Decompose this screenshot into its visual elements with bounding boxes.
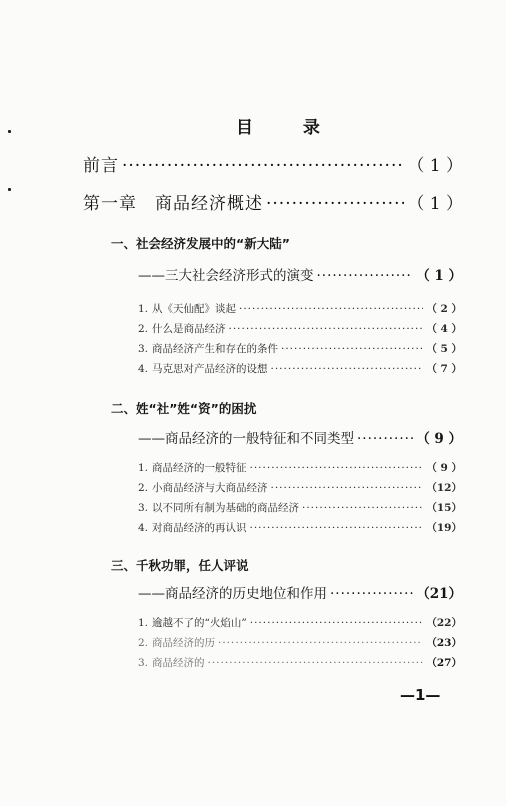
item-number: 2.: [138, 637, 149, 649]
entry-page: （15）: [426, 502, 462, 514]
item-label: 商品经济的: [152, 657, 205, 669]
item-number: 2.: [138, 482, 149, 494]
toc-entry-section[interactable]: [138, 264, 462, 284]
entry-page: （27）: [426, 657, 462, 669]
item-number: 3.: [138, 657, 149, 669]
item-number: 3.: [138, 343, 149, 355]
toc-entry-item[interactable]: [138, 321, 462, 336]
toc-entry-preface[interactable]: [83, 151, 463, 176]
item-label: 什么是商品经济: [152, 323, 226, 335]
margin-mark: [8, 130, 11, 133]
item-label: 对商品经济的再认识: [152, 522, 247, 534]
toc-entry-chapter1[interactable]: [83, 189, 463, 214]
entry-page: （ 7 ）: [426, 363, 462, 375]
item-number: 3.: [138, 502, 149, 514]
leader-dots: [271, 363, 424, 375]
toc-entry-item[interactable]: [138, 615, 462, 630]
item-number: 1.: [138, 303, 149, 315]
item-label: 小商品经济与大商品经济: [152, 482, 268, 494]
entry-page: （23）: [426, 637, 462, 649]
toc-entry-item[interactable]: [138, 341, 462, 356]
leader-dots: [330, 586, 413, 602]
section-subtitle: ——商品经济的一般特征和不同类型: [138, 431, 354, 447]
toc-entry-item[interactable]: [138, 480, 462, 495]
item-label: 从《天仙配》谈起: [152, 303, 236, 315]
page-number: —1—: [400, 686, 441, 704]
entry-page: （ 4 ）: [426, 323, 462, 335]
leader-dots: [250, 522, 424, 534]
item-label: 商品经济产生和存在的条件: [152, 343, 278, 355]
leader-dots: [357, 431, 413, 447]
toc-entry-item[interactable]: [138, 301, 462, 316]
margin-mark: [8, 188, 11, 191]
section-subtitle: ——三大社会经济形式的演变: [138, 268, 314, 284]
entry-label: 第一章 商品经济概述: [83, 194, 263, 214]
entry-page: （19）: [426, 522, 462, 534]
item-number: 4.: [138, 522, 149, 534]
section-subtitle: ——商品经济的历史地位和作用: [138, 586, 327, 602]
leader-dots: [317, 268, 414, 284]
entry-page: （ 2 ）: [426, 303, 462, 315]
leader-dots: [266, 194, 404, 214]
entry-page: （21）: [416, 586, 462, 602]
section-heading: 一、社会经济发展中的“新大陆”: [111, 236, 290, 251]
entry-label: 前言: [83, 156, 119, 176]
item-number: 1.: [138, 617, 149, 629]
leader-dots: [250, 617, 424, 629]
leader-dots: [271, 482, 424, 494]
page-title: 目 录: [236, 118, 342, 138]
entry-page: （22）: [426, 617, 462, 629]
toc-entry-item[interactable]: [138, 635, 462, 650]
leader-dots: [122, 156, 404, 176]
leader-dots: [281, 343, 423, 355]
toc-entry-item[interactable]: [138, 655, 462, 670]
entry-page: （ 1 ）: [407, 156, 463, 176]
entry-page: （ 1 ）: [407, 194, 463, 214]
leader-dots: [229, 323, 424, 335]
entry-page: （ 9 ）: [416, 431, 462, 447]
entry-page: （ 9 ）: [426, 462, 462, 474]
item-label: 商品经济的一般特征: [152, 462, 247, 474]
item-label: 商品经济的历: [152, 637, 215, 649]
leader-dots: [239, 303, 423, 315]
leader-dots: [208, 657, 424, 669]
toc-entry-item[interactable]: [138, 460, 462, 475]
item-label: 逾越不了的“火焰山”: [152, 617, 247, 629]
entry-page: （ 1 ）: [416, 268, 462, 284]
entry-page: （12）: [426, 482, 462, 494]
entry-page: （ 5 ）: [426, 343, 462, 355]
leader-dots: [302, 502, 423, 514]
item-label: 马克思对产品经济的设想: [152, 363, 268, 375]
leader-dots: [250, 462, 424, 474]
item-number: 4.: [138, 363, 149, 375]
leader-dots: [218, 637, 423, 649]
section-heading: 三、千秋功罪，任人评说: [111, 558, 249, 573]
item-number: 1.: [138, 462, 149, 474]
section-heading: 二、姓“社”姓“资”的困扰: [111, 401, 257, 416]
toc-entry-item[interactable]: [138, 361, 462, 376]
toc-entry-section[interactable]: [138, 582, 462, 602]
item-label: 以不同所有制为基础的商品经济: [152, 502, 299, 514]
toc-entry-item[interactable]: [138, 500, 462, 515]
toc-entry-item[interactable]: [138, 520, 462, 535]
item-number: 2.: [138, 323, 149, 335]
toc-entry-section[interactable]: [138, 427, 462, 447]
